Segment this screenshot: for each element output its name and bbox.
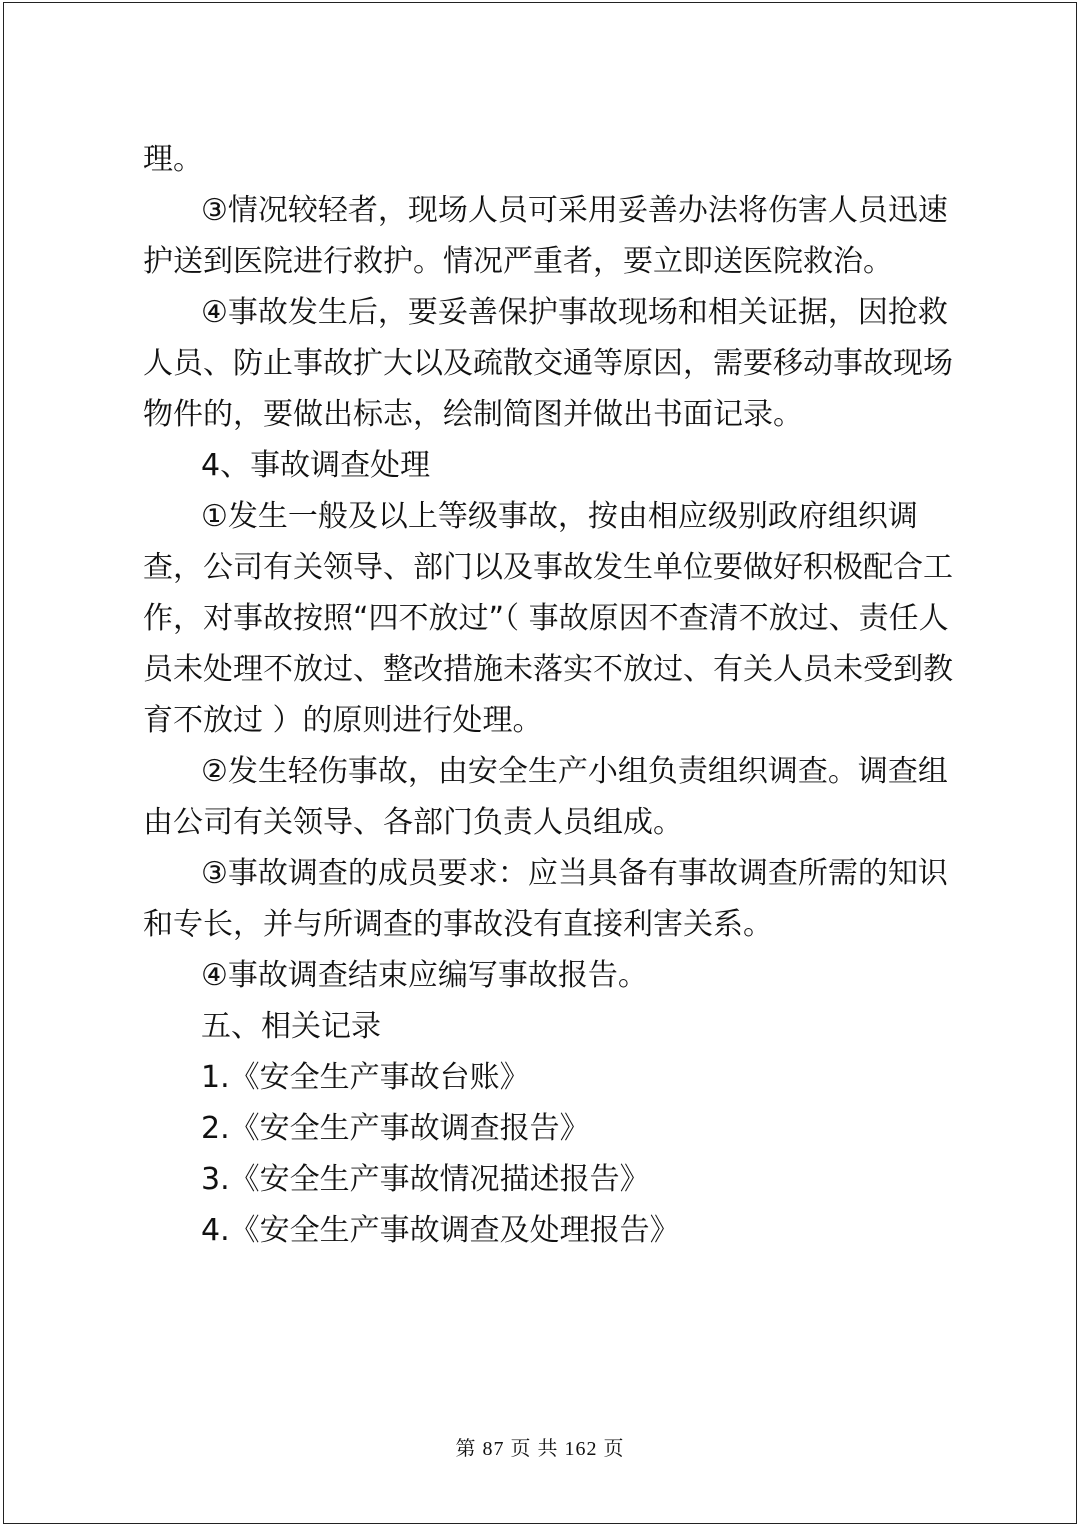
record-item: 2.《安全生产事故调查报告》 <box>201 1111 590 1146</box>
document-body <box>143 134 955 1256</box>
footer-suffix: 页 <box>603 1438 625 1460</box>
paragraph-continuation: 理。 <box>143 142 203 177</box>
total-pages-number: 162 <box>564 1438 598 1460</box>
current-page-number: 87 <box>482 1438 505 1460</box>
footer-prefix: 第 <box>455 1438 477 1460</box>
paragraph-item-3-members: ③事故调查的成员要求：应当具备有事故调查所需的知识和专长，并与所调查的事故没有直接利害关系。 <box>143 856 948 942</box>
section-heading-investigation: 4、事故调查处理 <box>201 448 431 483</box>
record-item: 1.《安全生产事故台账》 <box>201 1060 530 1095</box>
paragraph-item-2-minor-injury: ②发生轻伤事故，由安全生产小组负责组织调查。调查组由公司有关领导、各部门负责人员组成。 <box>143 754 948 840</box>
record-item: 3.《安全生产事故情况描述报告》 <box>201 1162 650 1197</box>
paragraph-item-1-general: ①发生一般及以上等级事故，按由相应级别政府组织调查，公司有关领导、部门以及事故发生单位要做好积极配合工作，对事故按照“四不放过”（ 事故原因不查清不放过、责任人员未处理不放过、整改措施未落实不放过、有关人员未受到教育不放过 ）的原则进行处理。 <box>143 499 953 738</box>
paragraph-item-3-minor: ③情况较轻者，现场人员可采用妥善办法将伤害人员迅速护送到医院进行救护。情况严重者，要立即送医院救治。 <box>143 193 948 279</box>
paragraph-item-4-report: ④事故调查结束应编写事故报告。 <box>201 958 648 993</box>
page-footer <box>0 1432 1080 1461</box>
footer-middle: 页 共 <box>510 1438 559 1460</box>
section-heading-records: 五、相关记录 <box>201 1009 381 1044</box>
record-item: 4.《安全生产事故调查及处理报告》 <box>201 1213 680 1248</box>
paragraph-item-4-scene: ④事故发生后，要妥善保护事故现场和相关证据，因抢救人员、防止事故扩大以及疏散交通等原因，需要移动事故现场物件的，要做出标志，绘制简图并做出书面记录。 <box>143 295 953 432</box>
